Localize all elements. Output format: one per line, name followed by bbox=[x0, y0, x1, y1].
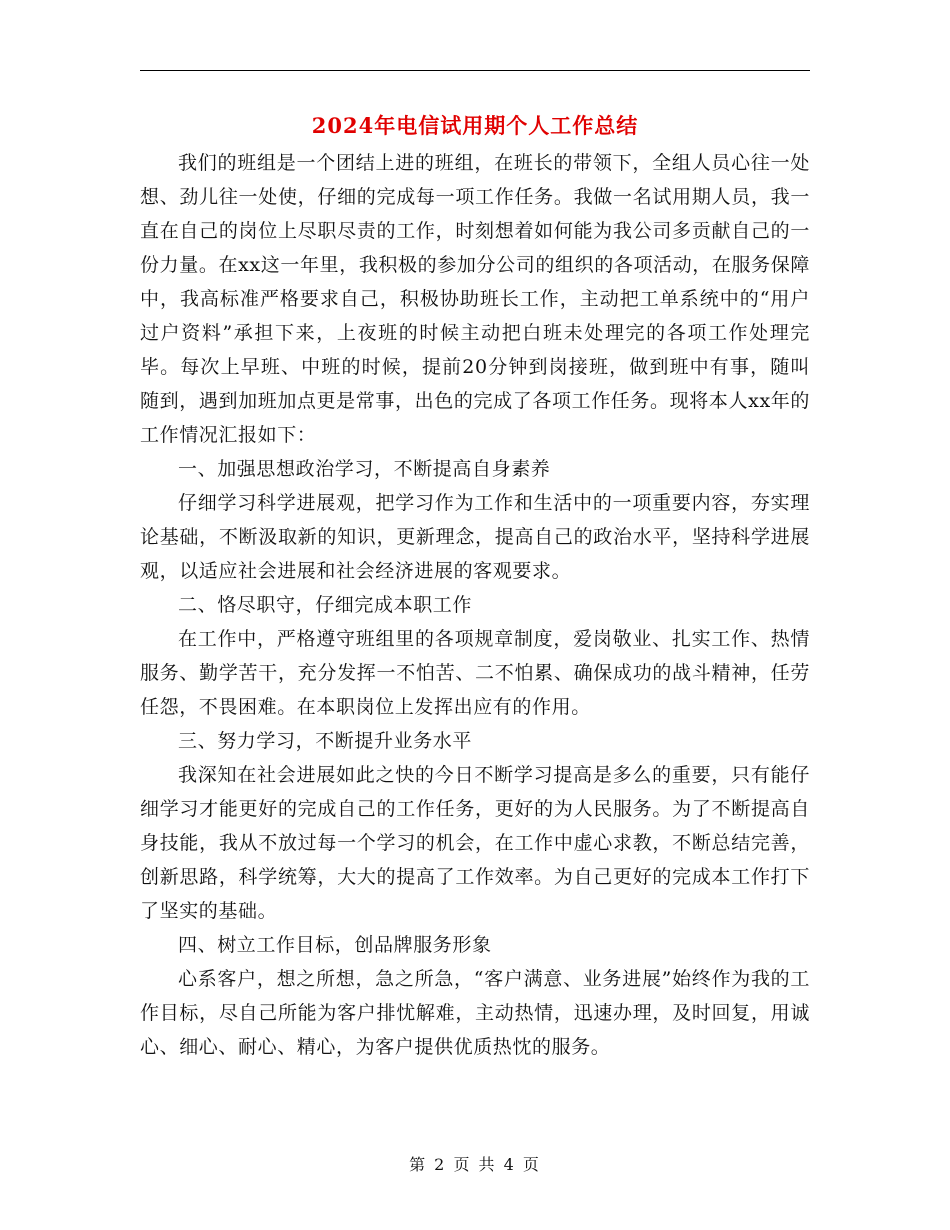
section-heading-4: 四、树立工作目标，创品牌服务形象 bbox=[178, 934, 492, 956]
section-paragraph-3: 我深知在社会进展如此之快的今日不断学习提高是多么的重要，只有能仔细学习才能更好的完成自己的工作任务，更好的为人民服务。为了不断提高自身技能，我从不放过每一个学习的机会，在工作中虚心求教，不断总结完善，创新思路，科学统筹，大大的提高了工作效率。为自己更好的完成本工作打下了坚实的基础。 bbox=[140, 764, 810, 922]
section-paragraph-1: 仔细学习科学进展观，把学习作为工作和生活中的一项重要内容，夯实理论基础，不断汲取新的知识，更新理念，提高自己的政治水平，坚持科学进展观，以适应社会进展和社会经济进展的客观要求。 bbox=[140, 492, 810, 582]
section-paragraph-4: 心系客户，想之所想，急之所急，“客户满意、业务进展”始终作为我的工作目标，尽自己所能为客户排忧解难，主动热情，迅速办理，及时回复，用诚心、细心、耐心、精心，为客户提供优质热忱的服务。 bbox=[140, 968, 810, 1058]
document-body bbox=[140, 146, 810, 1064]
section-paragraph-2: 在工作中，严格遵守班组里的各项规章制度，爱岗敬业、扎实工作、热情服务、勤学苦干，充分发挥一不怕苦、二不怕累、确保成功的战斗精神，任劳任怨，不畏困难。在本职岗位上发挥出应有的作用。 bbox=[140, 628, 810, 718]
document-title: 2024年电信试用期个人工作总结 bbox=[311, 113, 639, 138]
section-heading-2: 二、恪尽职守，仔细完成本职工作 bbox=[178, 594, 473, 616]
page-footer: 第 2 页 共 4 页 bbox=[409, 1155, 541, 1174]
intro-paragraph: 我们的班组是一个团结上进的班组，在班长的带领下，全组人员心往一处想、劲儿往一处使，仔细的完成每一项工作任务。我做一名试用期人员，我一直在自己的岗位上尽职尽责的工作，时刻想着如何能为我公司多贡献自己的一份力量。在xx这一年里，我积极的参加分公司的组织的各项活动，在服务保障中，我高标准严格要求自己，积极协助班长工作，主动把工单系统中的“用户过户资料”承担下来，上夜班的时候主动把白班未处理完的各项工作处理完毕。每次上早班、中班的时候，提前20分钟到岗接班，做到班中有事，随叫随到，遇到加班加点更是常事，出色的完成了各项工作任务。现将本人xx年的工作情况汇报如下： bbox=[140, 152, 810, 446]
header-rule bbox=[140, 70, 810, 71]
section-heading-1: 一、加强思想政治学习，不断提高自身素养 bbox=[178, 458, 551, 480]
section-heading-3: 三、努力学习，不断提升业务水平 bbox=[178, 730, 473, 752]
